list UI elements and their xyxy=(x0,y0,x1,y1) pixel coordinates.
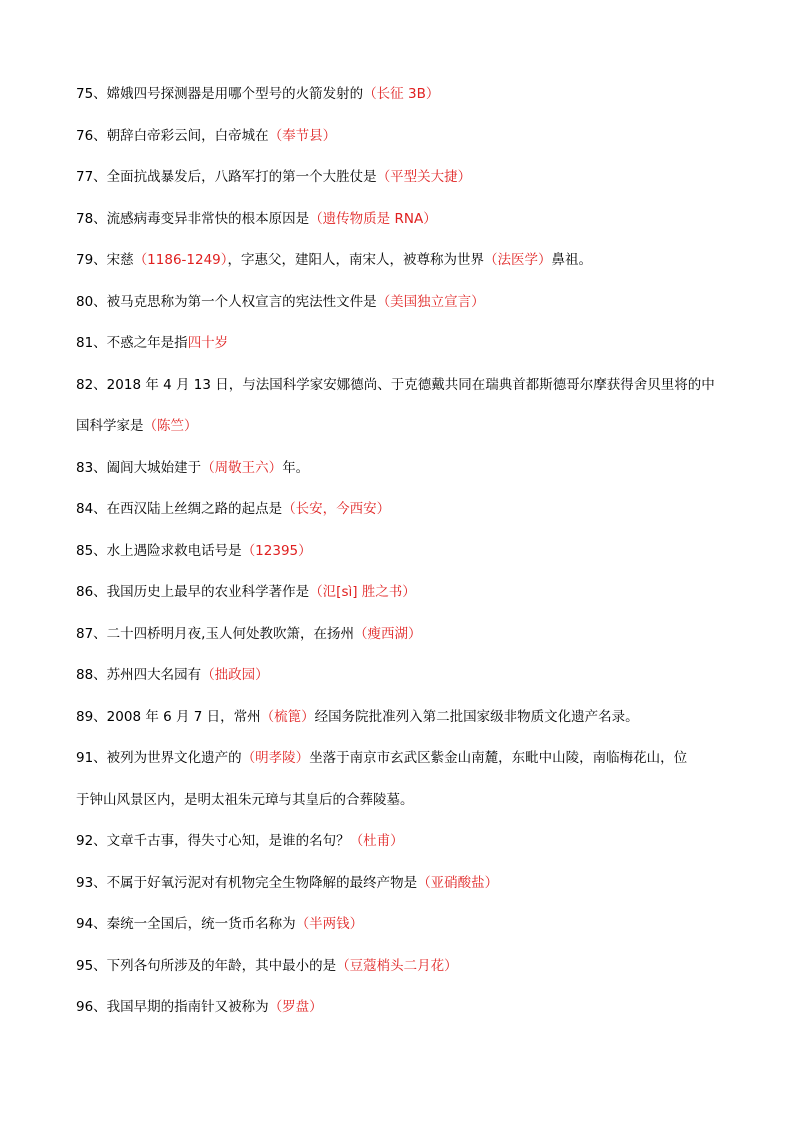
question-text: 77、全面抗战暴发后，八路军打的第一个大胜仗是 xyxy=(76,169,377,185)
question-text: 86、我国历史上最早的农业科学著作是 xyxy=(76,584,310,600)
question-text: 80、被马克思称为第一个人权宣言的宪法性文件是 xyxy=(76,293,377,310)
answer-text: （拙政园） xyxy=(201,667,269,683)
question-text: 于钟山风景区内，是明太祖朱元璋与其皇后的合葬陵墓。 xyxy=(76,791,414,808)
question-text-end: 经国务院批准列入第二批国家级非物质文化遗产名录。 xyxy=(314,708,639,725)
answer-text: （瘦西湖） xyxy=(353,625,422,642)
question-text: 88、苏州四大名园有 xyxy=(76,667,202,683)
question-text: 81、不惑之年是指 xyxy=(76,335,188,351)
answer-text: （长安，今西安） xyxy=(282,501,391,517)
question-text: 96、我国早期的指南针又被称为 xyxy=(76,999,269,1015)
question-93 xyxy=(76,873,736,893)
question-77 xyxy=(76,167,736,187)
answer-text: （周敬王六） xyxy=(201,459,283,476)
question-95 xyxy=(76,956,736,976)
question-92 xyxy=(76,831,736,851)
answer-text: （1186-1249） xyxy=(133,252,228,268)
answer-text: （美国独立宣言） xyxy=(376,293,485,310)
question-text: 79、宋慈 xyxy=(76,252,134,268)
answer-text: （奉节县） xyxy=(268,127,337,144)
question-83 xyxy=(76,458,736,478)
question-text: 76、朝辞白帝彩云间，白帝城在 xyxy=(76,127,269,144)
question-86 xyxy=(76,582,736,602)
question-text: 87、二十四桥明月夜,玉人何处教吹箫，在扬州 xyxy=(76,625,354,642)
question-91 xyxy=(76,748,736,768)
answer-text: （12395） xyxy=(241,542,312,559)
answer-text: （陈竺） xyxy=(143,418,198,434)
question-91-continued xyxy=(76,790,736,810)
question-text: 国科学家是 xyxy=(76,418,144,434)
question-text: 85、水上遇险求救电话号是 xyxy=(76,542,242,559)
question-78 xyxy=(76,209,736,229)
question-text: 75、嫦娥四号探测器是用哪个型号的火箭发射的 xyxy=(76,86,364,102)
question-text: 82、2018 年 4 月 13 日，与法国科学家安娜德尚、于克德戴共同在瑞典首都斯德哥尔摩获得舍贝里将的中 xyxy=(76,376,715,393)
answer-text: （梳篦） xyxy=(260,708,315,725)
question-text: 83、阖闾大城始建于 xyxy=(76,459,202,476)
answer-text: （豆蔻梢头二月花） xyxy=(336,957,458,974)
question-87 xyxy=(76,624,736,644)
question-text-end: 坐落于南京市玄武区紫金山南麓，东毗中山陵，南临梅花山，位 xyxy=(309,750,688,766)
question-88 xyxy=(76,665,736,685)
answer-text: （氾[sì] 胜之书） xyxy=(309,584,416,600)
question-text: 78、流感病毒变异非常快的根本原因是 xyxy=(76,210,310,227)
question-text: 94、秦统一全国后，统一货币名称为 xyxy=(76,916,296,932)
answer-text: 四十岁 xyxy=(187,335,229,351)
question-text: 95、下列各句所涉及的年龄，其中最小的是 xyxy=(76,957,337,974)
answer-text: （罗盘） xyxy=(268,999,323,1015)
question-89 xyxy=(76,707,736,727)
question-text: 89、2008 年 6 月 7 日，常州 xyxy=(76,708,261,725)
question-text: 91、被列为世界文化遗产的 xyxy=(76,750,242,766)
question-81 xyxy=(76,333,736,353)
question-82-continued xyxy=(76,416,736,436)
answer-text: （遗传物质是 RNA） xyxy=(309,210,437,227)
question-80 xyxy=(76,292,736,312)
question-75 xyxy=(76,84,736,104)
question-82 xyxy=(76,375,736,395)
document-page xyxy=(76,84,736,1017)
question-text-end: 鼻祖。 xyxy=(551,252,593,268)
question-94 xyxy=(76,914,736,934)
answer-text: （杜甫） xyxy=(349,833,404,849)
question-96 xyxy=(76,997,736,1017)
question-text: 93、不属于好氧污泥对有机物完全生物降解的最终产物是 xyxy=(76,874,418,891)
question-text: 84、在西汉陆上丝绸之路的起点是 xyxy=(76,501,283,517)
answer-text: （明孝陵） xyxy=(241,750,310,766)
question-text-end: 年。 xyxy=(282,459,310,476)
answer-text: （法医学） xyxy=(484,252,552,268)
answer-text: （亚硝酸盐） xyxy=(417,874,499,891)
question-text: 92、文章千古事，得失寸心知，是谁的名句？ xyxy=(76,833,350,849)
answer-text: （平型关大捷） xyxy=(376,169,472,185)
question-84 xyxy=(76,499,736,519)
question-79 xyxy=(76,250,736,270)
question-76 xyxy=(76,126,736,146)
answer-text: （长征 3B） xyxy=(363,86,440,102)
question-85 xyxy=(76,541,736,561)
answer-text: （半两钱） xyxy=(295,916,364,932)
question-text-cont: ，字惠父，建阳人，南宋人，被尊称为世界 xyxy=(227,252,485,268)
